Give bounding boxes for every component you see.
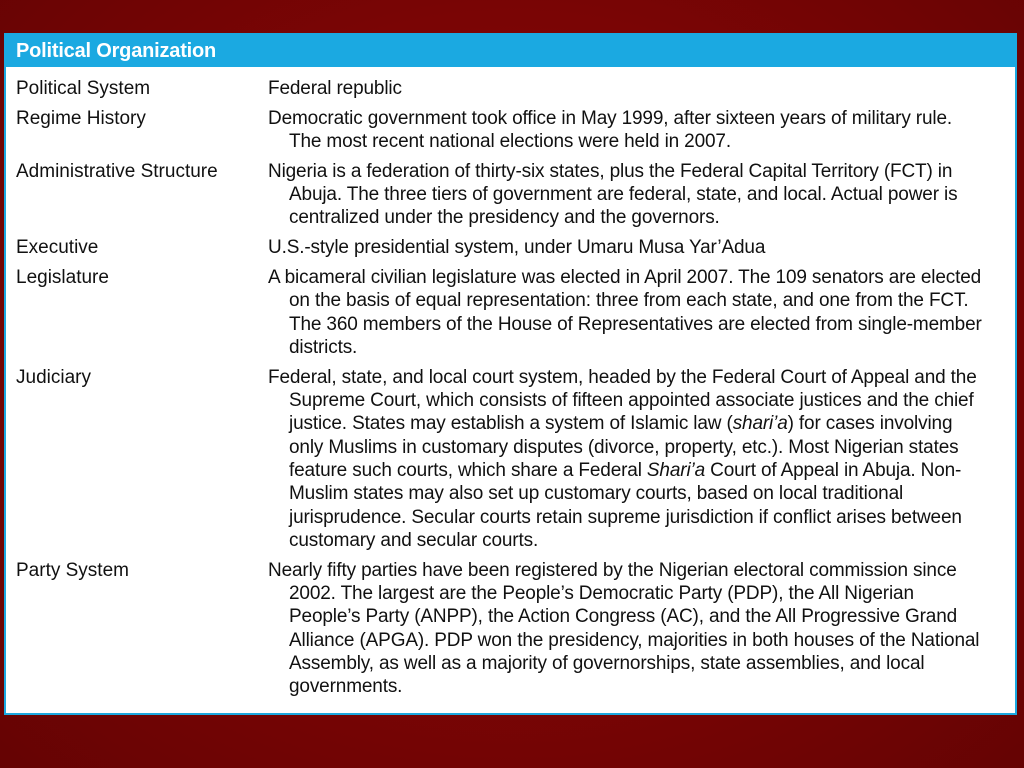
value-text: Federal, state, and local court system, headed by the Federal Court of Appeal and the Supreme Court, which consists of fifteen appointed associate justices and the chief justice. States may establish a system of Islamic law (: [268, 366, 977, 435]
info-row-administrative-structure: [6, 160, 1015, 230]
value-text: Court of Appeal in Abuja. Non-Muslim states may also set up customary courts, based on local traditional jurisprudence. Secular courts retain supreme jurisdiction if conflict arises between customary and secular courts.: [289, 459, 962, 551]
row-value: [268, 366, 984, 552]
row-label: Administrative Structure: [16, 160, 218, 182]
value-italic-term: shari’a: [732, 413, 788, 435]
political-organization-panel: [4, 33, 1017, 715]
row-value: Democratic government took office in May 1999, after sixteen years of military rule. The most recent national elections were held in 2007.: [268, 107, 953, 153]
info-row-regime-history: [6, 107, 1015, 154]
row-label: Party System: [16, 559, 129, 581]
value-text: ) for cases involving only Muslims in customary disputes (divorce, property, etc.). Most Nigerian states feature such courts, which share a Federal: [289, 413, 959, 481]
row-value: A bicameral civilian legislature was elected in April 2007. The 109 senators are elected on the basis of equal representation: three from each state, and one from the FCT. The 360 members of the House of Representatives are elected from single-member districts.: [268, 267, 982, 358]
row-value: Nearly fifty parties have been registered by the Nigerian electoral commission since 2002. The largest are the People’s Democratic Party (PDP), the All Nigerian People’s Party (ANPP), the Action Congress (AC), and the All Progressive Grand Alliance (APGA). PDP won the presidency, majorities in both houses of the National Assembly, as well as a majority of governorships, state assemblies, and local governments.: [268, 559, 980, 698]
value-italic-term: Shari’a: [646, 459, 705, 481]
row-value: Federal republic: [268, 78, 402, 99]
row-value: Nigeria is a federation of thirty-six states, plus the Federal Capital Territory (FCT) in Abuja. The three tiers of government are federal, state, and local. Actual power is centralized under the presidency and the governors.: [268, 160, 958, 229]
row-value: U.S.-style presidential system, under Umaru Musa Yar’Adua: [268, 237, 766, 259]
row-label: Political System: [16, 78, 151, 99]
panel-title: Political Organization: [6, 35, 1015, 67]
row-label: Judiciary: [16, 366, 91, 388]
info-row-political-system: [6, 77, 1015, 100]
row-label: Regime History: [16, 107, 146, 129]
row-label: Executive: [16, 237, 99, 259]
info-row-legislature: [6, 266, 1015, 359]
info-row-judiciary: [6, 366, 1015, 552]
info-row-party-system: [6, 559, 1015, 699]
info-row-executive: [6, 236, 1015, 259]
row-label: Legislature: [16, 267, 109, 289]
info-table: [6, 77, 1015, 705]
